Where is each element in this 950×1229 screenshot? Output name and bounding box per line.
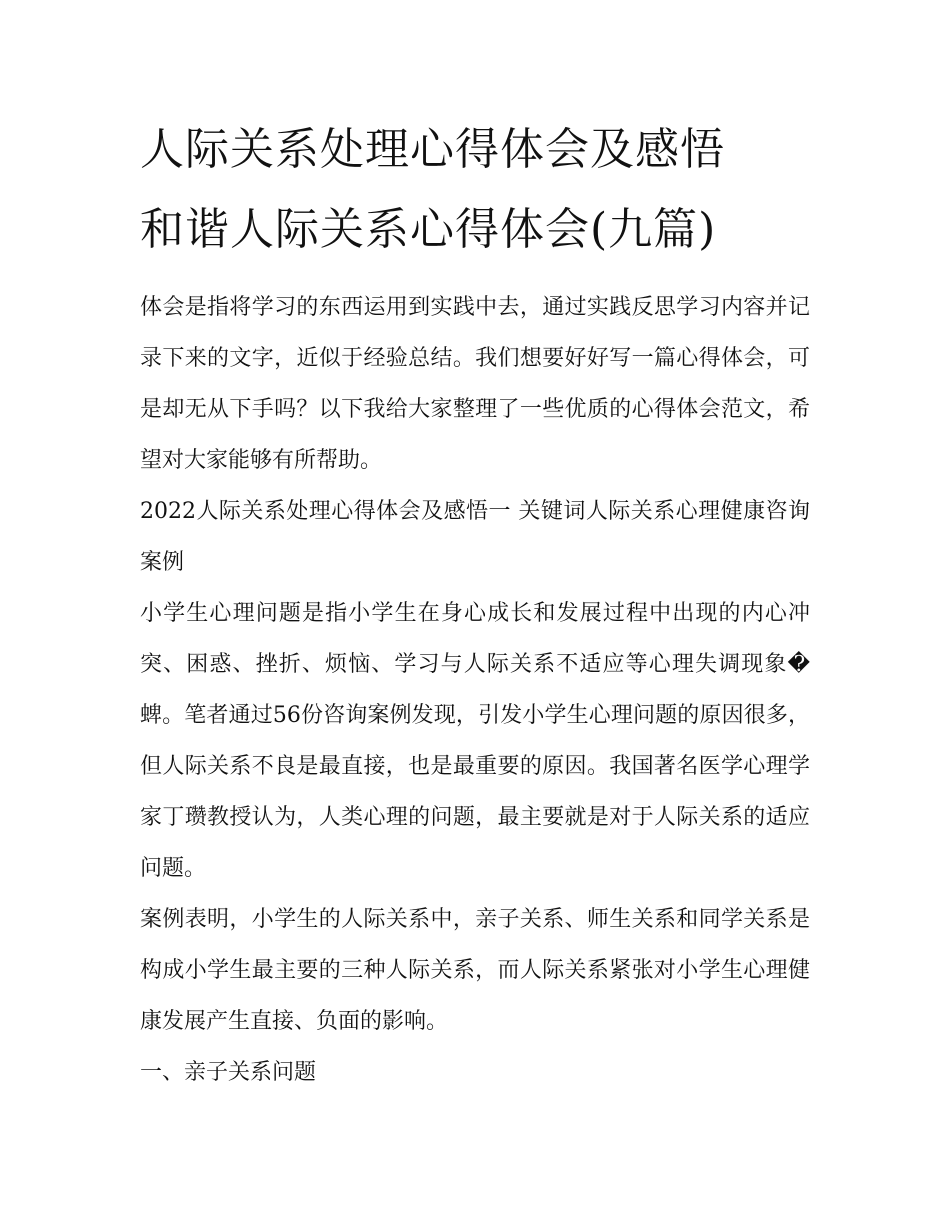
body-paragraph: 案例表明，小学生的人际关系中，亲子关系、师生关系和同学关系是构成小学生最主要的三种人际关系，而人际关系紧张对小学生心理健康发展产生直接、负面的影响。 <box>140 907 810 1034</box>
document-body <box>140 282 810 1098</box>
section-heading-paragraph: 2022人际关系处理心得体会及感悟一 关键词人际关系心理健康咨询案例 <box>140 499 810 575</box>
document-page <box>140 110 810 1098</box>
subsection-heading: 一、亲子关系问题 <box>140 1060 317 1085</box>
document-title <box>140 110 810 270</box>
body-paragraph: 小学生心理问题是指小学生在身心成长和发展过程中出现的内心冲突、困惑、挫折、烦恼、学习与人际关系不适应等心理失调现象�蜱。笔者通过56份咨询案例发现，引发小学生心理问题的原因很多，但人际关系不良是最直接，也是最重要的原因。我国著名医学心理学家丁瓒教授认为，人类心理的问题，最主要就是对于人际关系的适应问题。 <box>140 601 810 881</box>
title-line-2: 和谐人际关系心得体会(九篇) <box>140 204 717 255</box>
title-line-1: 人际关系处理心得体会及感悟 <box>140 124 725 175</box>
intro-paragraph: 体会是指将学习的东西运用到实践中去，通过实践反思学习内容并记录下来的文字，近似于经验总结。我们想要好好写一篇心得体会，可是却无从下手吗？以下我给大家整理了一些优质的心得体会范文，希望对大家能够有所帮助。 <box>140 295 810 473</box>
